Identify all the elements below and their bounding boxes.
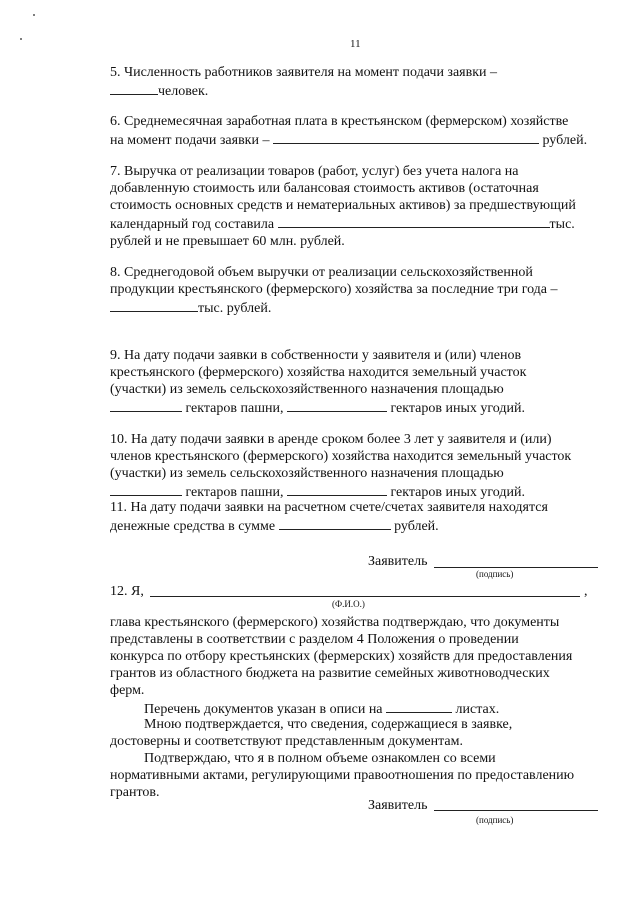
item-10-line3: (участки) из земель сельскохозяйственного назначения площадью — [110, 466, 504, 481]
signature1-label: Заявитель — [368, 554, 428, 569]
item-9-mid: гектаров пашни, — [185, 401, 284, 416]
item-7-prefix: календарный год составила — [110, 217, 275, 232]
owned-other-hectares-field[interactable] — [287, 398, 387, 412]
item-5-line1: 5. Численность работников заявителя на момент подачи заявки – — [110, 65, 498, 80]
scan-speck — [20, 38, 22, 40]
item-10-tail: гектаров иных угодий. — [390, 485, 525, 500]
acknowledgement-line: грантов. — [110, 785, 160, 800]
item-7-tail: тыс. — [549, 217, 575, 232]
signature2-caption: (подпись) — [476, 815, 514, 825]
confirmation-line: достоверны и соответствуют представленным документам. — [110, 734, 463, 749]
item-6-tail: рублей. — [542, 133, 588, 148]
item-12-line: грантов из областного бюджета на развитие семейных животноводческих — [110, 666, 550, 681]
item-10 — [110, 431, 600, 501]
owned-arable-hectares-field[interactable] — [110, 398, 182, 412]
item-9-line1: 9. На дату подачи заявки в собственности у заявителя и (или) членов — [110, 348, 522, 363]
confirmation-paragraph — [110, 716, 600, 750]
item-7 — [110, 163, 600, 250]
item-12-line: конкурса по отбору крестьянских (фермерских) хозяйств для предоставления — [110, 649, 573, 664]
item-12-line: глава крестьянского (фермерского) хозяйства подтверждаю, что документы — [110, 615, 560, 630]
item-9 — [110, 347, 600, 417]
item-7-line5: рублей и не превышает 60 млн. рублей. — [110, 234, 345, 249]
workers-count-field[interactable] — [110, 81, 158, 95]
acknowledgement-line: Подтверждаю, что я в полном объеме ознакомлен со всеми — [144, 751, 496, 766]
acknowledgement-line: нормативными актами, регулирующими правоотношения по предоставлению — [110, 768, 575, 783]
signature2-line[interactable] — [434, 798, 598, 811]
item-10-line2: членов крестьянского (фермерского) хозяйства находится земельный участок — [110, 449, 572, 464]
item-12-body — [110, 614, 600, 699]
item-5 — [110, 64, 600, 100]
item-10-line1: 10. На дату подачи заявки в аренде сроком более 3 лет у заявителя и (или) — [110, 432, 552, 447]
signature2-label: Заявитель — [368, 798, 428, 813]
full-name-caption: (Ф.И.О.) — [332, 599, 365, 609]
documents-list-tail: листах. — [455, 702, 500, 717]
signature1-line[interactable] — [434, 555, 598, 568]
item-8-tail: тыс. рублей. — [198, 301, 272, 316]
item-12-prefix: 12. Я, — [110, 584, 144, 599]
item-12-line: ферм. — [110, 683, 145, 698]
item-6 — [110, 113, 600, 149]
item-5-tail: человек. — [158, 84, 209, 99]
item-7-line1: 7. Выручка от реализации товаров (работ, услуг) без учета налога на — [110, 164, 519, 179]
confirmation-line: Мною подтверждается, что сведения, содержащиеся в заявке, — [144, 717, 513, 732]
page-number: 11 — [350, 38, 361, 50]
item-8 — [110, 264, 600, 317]
item-9-line2: крестьянского (фермерского) хозяйства находится земельный участок — [110, 365, 527, 380]
acknowledgement-paragraph — [110, 750, 600, 801]
item-12-comma: , — [584, 584, 588, 599]
item-8-line1: 8. Среднегодовой объем выручки от реализации сельскохозяйственной — [110, 265, 533, 280]
item-8-line2: продукции крестьянского (фермерского) хозяйства за последние три года – — [110, 282, 558, 297]
item-7-line2: добавленную стоимость или балансовая стоимость активов (остаточная — [110, 181, 539, 196]
item-12-line: представлены в соответствии с разделом 4 Положения о проведении — [110, 632, 519, 647]
item-11-tail: рублей. — [394, 519, 439, 534]
item-9-line3: (участки) из земель сельскохозяйственного назначения площадью — [110, 382, 504, 397]
sheets-count-field[interactable] — [386, 699, 452, 713]
signature1-caption: (подпись) — [476, 569, 514, 579]
item-11-prefix: денежные средства в сумме — [110, 519, 276, 534]
account-funds-field[interactable] — [279, 516, 391, 530]
item-6-prefix: на момент подачи заявки – — [110, 133, 270, 148]
full-name-field[interactable] — [150, 583, 580, 597]
scan-speck — [33, 14, 35, 16]
item-10-mid: гектаров пашни, — [185, 485, 284, 500]
item-9-tail: гектаров иных угодий. — [390, 401, 525, 416]
item-6-line1: 6. Среднемесячная заработная плата в крестьянском (фермерском) хозяйстве — [110, 114, 569, 129]
leased-other-hectares-field[interactable] — [287, 482, 387, 496]
leased-arable-hectares-field[interactable] — [110, 482, 182, 496]
avg-salary-field[interactable] — [273, 130, 539, 144]
documents-list-prefix: Перечень документов указан в описи на — [144, 702, 383, 717]
item-11-line1: 11. На дату подачи заявки на расчетном счете/счетах заявителя находятся — [110, 500, 548, 515]
item-11 — [110, 499, 600, 535]
item-7-line3: стоимость основных средств и нематериальных активов) за предшествующий — [110, 198, 576, 213]
revenue-field[interactable] — [278, 214, 550, 228]
avg-annual-revenue-field[interactable] — [110, 298, 198, 312]
